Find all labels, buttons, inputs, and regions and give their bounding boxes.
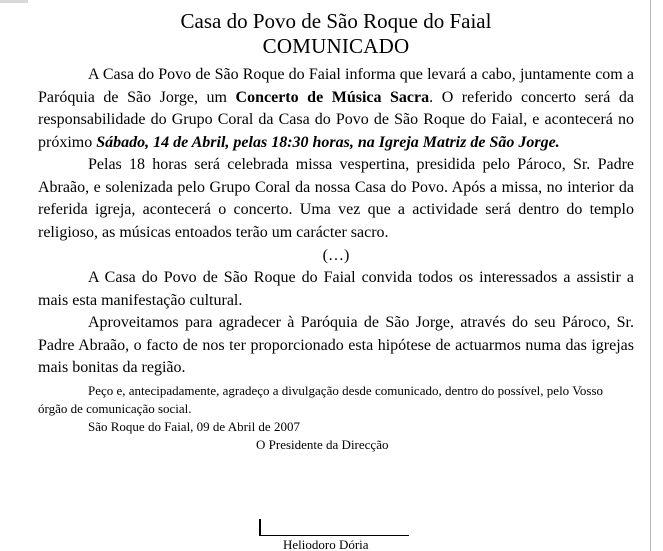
signatory-role: O Presidente da Direcção	[256, 436, 389, 452]
document-type-heading: COMUNICADO	[262, 34, 410, 58]
paragraph-announcement	[38, 64, 634, 154]
signatory-name: Heliodoro Dória	[283, 537, 369, 551]
announcement-text-2: . O referido concerto será da responsabilidade do Grupo Coral da Casa do Povo de São Roque do Faial, e acontecerá no próximo	[38, 88, 634, 151]
place-and-date: São Roque do Faial, 09 de Abril de 2007	[88, 418, 300, 434]
top-edge-mark	[0, 0, 28, 3]
paragraph-thanks: Aproveitamos para agradecer à Paróquia de São Jorge, através do seu Pároco, Sr. Padre Abraão, o facto de nos ter proporcionado esta hipótese de actuarmos numa das igrejas mais bonitas da região.	[38, 314, 634, 376]
institution-title: Casa do Povo de São Roque do Faial	[180, 9, 492, 33]
omission-marker: (…)	[322, 247, 350, 264]
signature-mark	[259, 519, 261, 536]
paragraph-mass-details: Pelas 18 horas será celebrada missa vespertina, presidida pelo Pároco, Sr. Padre Abraão, e solenizada pelo Grupo Coral da nossa Casa do Povo. Após a missa, no interior da referida igreja, acontecerá o concerto. Uma vez que a actividade será dentro do templo religioso, as músicas entoados terão um carácter sacro.	[38, 156, 634, 241]
paragraph-invitation: A Casa do Povo de São Roque do Faial convida todos os interessados a assistir a mais esta manifestação cultural.	[38, 269, 634, 309]
signature-line	[259, 535, 409, 536]
page-right-border	[650, 0, 651, 551]
announcement-text-1: A Casa do Povo de São Roque do Faial informa que levará a cabo, juntamente com a Paróquia de São Jorge, um	[38, 66, 634, 106]
event-date-place: Sábado, 14 de Abril, pelas 18:30 horas, na Igreja Matriz de São Jorge.	[96, 133, 560, 151]
concert-name: Concerto de Música Sacra	[235, 88, 430, 106]
dissemination-request: Peço e, antecipadamente, agradeço a divulgação desde comunicado, dentro do possível, pelo Vosso órgão de comunicação social.	[38, 382, 604, 416]
document-page	[38, 8, 634, 454]
